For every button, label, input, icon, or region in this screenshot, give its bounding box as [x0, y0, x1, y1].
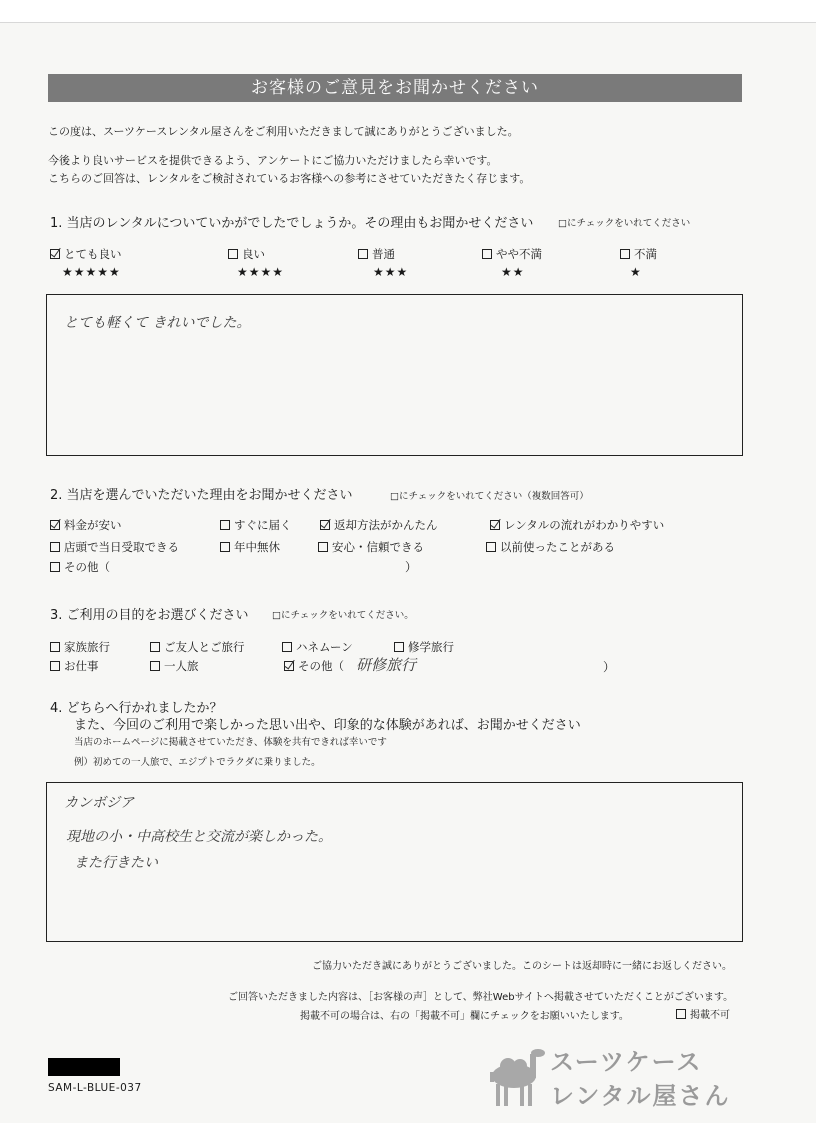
checkbox[interactable] — [50, 542, 60, 552]
checkbox[interactable] — [282, 642, 292, 652]
opt-out-checkbox-row[interactable]: 掲載不可 — [676, 1006, 730, 1021]
q3-option-work[interactable]: お仕事 — [50, 658, 99, 674]
checkbox[interactable] — [228, 249, 238, 259]
q4-question-line-2: また、今回のご利用で楽しかった思い出や、印象的な体験があれば、お聞かせください — [74, 718, 581, 733]
checkbox[interactable] — [50, 642, 60, 652]
q1-option-unsatisfied[interactable]: 不満 — [620, 246, 657, 262]
q4-handwritten-line-1: カンボジア — [64, 795, 134, 811]
checkbox[interactable] — [620, 249, 630, 259]
checkbox[interactable] — [150, 642, 160, 652]
q2-option-used-before[interactable]: 以前使ったことがある — [486, 539, 615, 555]
star-rating-1: ★ — [630, 265, 642, 279]
q1-option-slightly-unsatisfied[interactable]: やや不満 — [482, 246, 542, 262]
q2-option-price[interactable]: 料金が安い — [50, 517, 122, 533]
q2-option-fast-delivery[interactable]: すぐに届く — [220, 517, 292, 533]
star-rating-4: ★★★★ — [237, 265, 285, 279]
q2-option-trust[interactable]: 安心・信頼できる — [318, 539, 424, 555]
checkbox[interactable] — [394, 642, 404, 652]
q2-other-paren-close: ） — [405, 560, 418, 574]
q2-option-open-all-year[interactable]: 年中無休 — [220, 539, 280, 555]
page-title: お客様のご意見をお聞かせください — [48, 74, 742, 102]
company-logo — [478, 1038, 731, 1112]
q3-option-other[interactable]: その他（ — [284, 658, 344, 674]
intro-line-1: この度は、スーツケースレンタル屋さんをご利用いただきまして誠にありがとうございました。 — [48, 125, 519, 138]
checkbox[interactable] — [358, 249, 368, 259]
q1-option-good[interactable]: 良い — [228, 246, 265, 262]
checkbox[interactable] — [482, 249, 492, 259]
q2-option-other[interactable]: その他（ — [50, 559, 110, 575]
logo-text-line-1: スーツケース — [550, 1048, 703, 1076]
q2-option-store-pickup[interactable]: 店頭で当日受取できる — [50, 539, 179, 555]
q3-other-paren-close: ） — [603, 660, 616, 674]
star-rating-2: ★★ — [501, 265, 525, 279]
q3-option-school-trip[interactable]: 修学旅行 — [394, 639, 454, 655]
checkbox-checked[interactable] — [320, 520, 330, 530]
q2-hint: □にチェックをいれてください（複数回答可） — [390, 491, 589, 502]
q3-hint: □にチェックをいれてください。 — [272, 610, 414, 621]
checkbox[interactable] — [150, 661, 160, 671]
checkbox[interactable] — [50, 562, 60, 572]
q3-option-family-trip[interactable]: 家族旅行 — [50, 639, 110, 655]
star-rating-3: ★★★ — [373, 265, 409, 279]
scan-edge — [0, 0, 816, 23]
q1-question: 1. 当店のレンタルについていかがでしたでしょうか。その理由もお聞かせください — [50, 216, 534, 231]
star-rating-5: ★★★★★ — [62, 265, 121, 279]
q3-option-solo-trip[interactable]: 一人旅 — [150, 658, 199, 674]
checkbox[interactable] — [318, 542, 328, 552]
q2-question: 2. 当店を選んでいただいた理由をお聞かせください — [50, 488, 353, 503]
checkbox[interactable] — [486, 542, 496, 552]
q1-option-very-good[interactable]: とても良い — [50, 246, 122, 262]
q2-option-clear-flow[interactable]: レンタルの流れがわかりやすい — [490, 517, 664, 533]
checkbox[interactable] — [676, 1009, 686, 1019]
q3-question: 3. ご利用の目的をお選びください — [50, 608, 249, 623]
item-code: SAM-L-BLUE-037 — [48, 1082, 142, 1094]
checkbox[interactable] — [50, 661, 60, 671]
intro-line-3: こちらのご回答は、レンタルをご検討されているお客様への参考にさせていただきたく存じます。 — [48, 172, 531, 185]
checkbox-checked[interactable] — [50, 520, 60, 530]
intro-line-2: 今後より良いサービスを提供できるよう、アンケートにご協力いただけましたら幸いです。 — [48, 154, 498, 167]
checkbox-checked[interactable] — [50, 249, 60, 259]
q2-option-easy-return[interactable]: 返却方法がかんたん — [320, 517, 438, 533]
q3-option-honeymoon[interactable]: ハネムーン — [282, 639, 353, 655]
q4-question: 4. どちらへ行かれましたか？ — [50, 701, 223, 716]
footer-notice-1: ご回答いただきました内容は、［お客様の声］として、弊社Webサイトへ掲載させていただくことがございます。 — [228, 992, 734, 1003]
checkbox[interactable] — [220, 542, 230, 552]
q3-option-friends-trip[interactable]: ご友人とご旅行 — [150, 639, 245, 655]
logo-text-line-2: レンタル屋さん — [550, 1082, 731, 1110]
q1-option-normal[interactable]: 普通 — [358, 246, 395, 262]
q4-note: 当店のホームページに掲載させていただき、体験を共有できれば幸いです — [74, 737, 387, 748]
q3-other-handwritten: 研修旅行 — [356, 656, 417, 674]
checkbox-checked[interactable] — [284, 661, 294, 671]
q4-handwritten-line-2: 現地の小・中高校生と交流が楽しかった。 — [66, 829, 332, 845]
footer-notice-2: 掲載不可の場合は、右の「掲載不可」欄にチェックをお願いいたします。 — [300, 1011, 629, 1022]
camel-icon — [478, 1038, 550, 1112]
checkbox-checked[interactable] — [490, 520, 500, 530]
q1-hint: □にチェックをいれてください — [558, 218, 691, 229]
checkbox[interactable] — [220, 520, 230, 530]
q1-handwritten-answer: とても軽くて きれいでした。 — [64, 315, 251, 331]
q4-example: 例）初めての一人旅で、エジプトでラクダに乗りました。 — [74, 757, 321, 768]
redaction-bar — [48, 1058, 120, 1076]
q4-handwritten-line-3: また行きたい — [74, 855, 158, 871]
footer-thanks: ご協力いただき誠にありがとうございました。このシートは返却時に一緒にお返しください。 — [312, 961, 732, 972]
